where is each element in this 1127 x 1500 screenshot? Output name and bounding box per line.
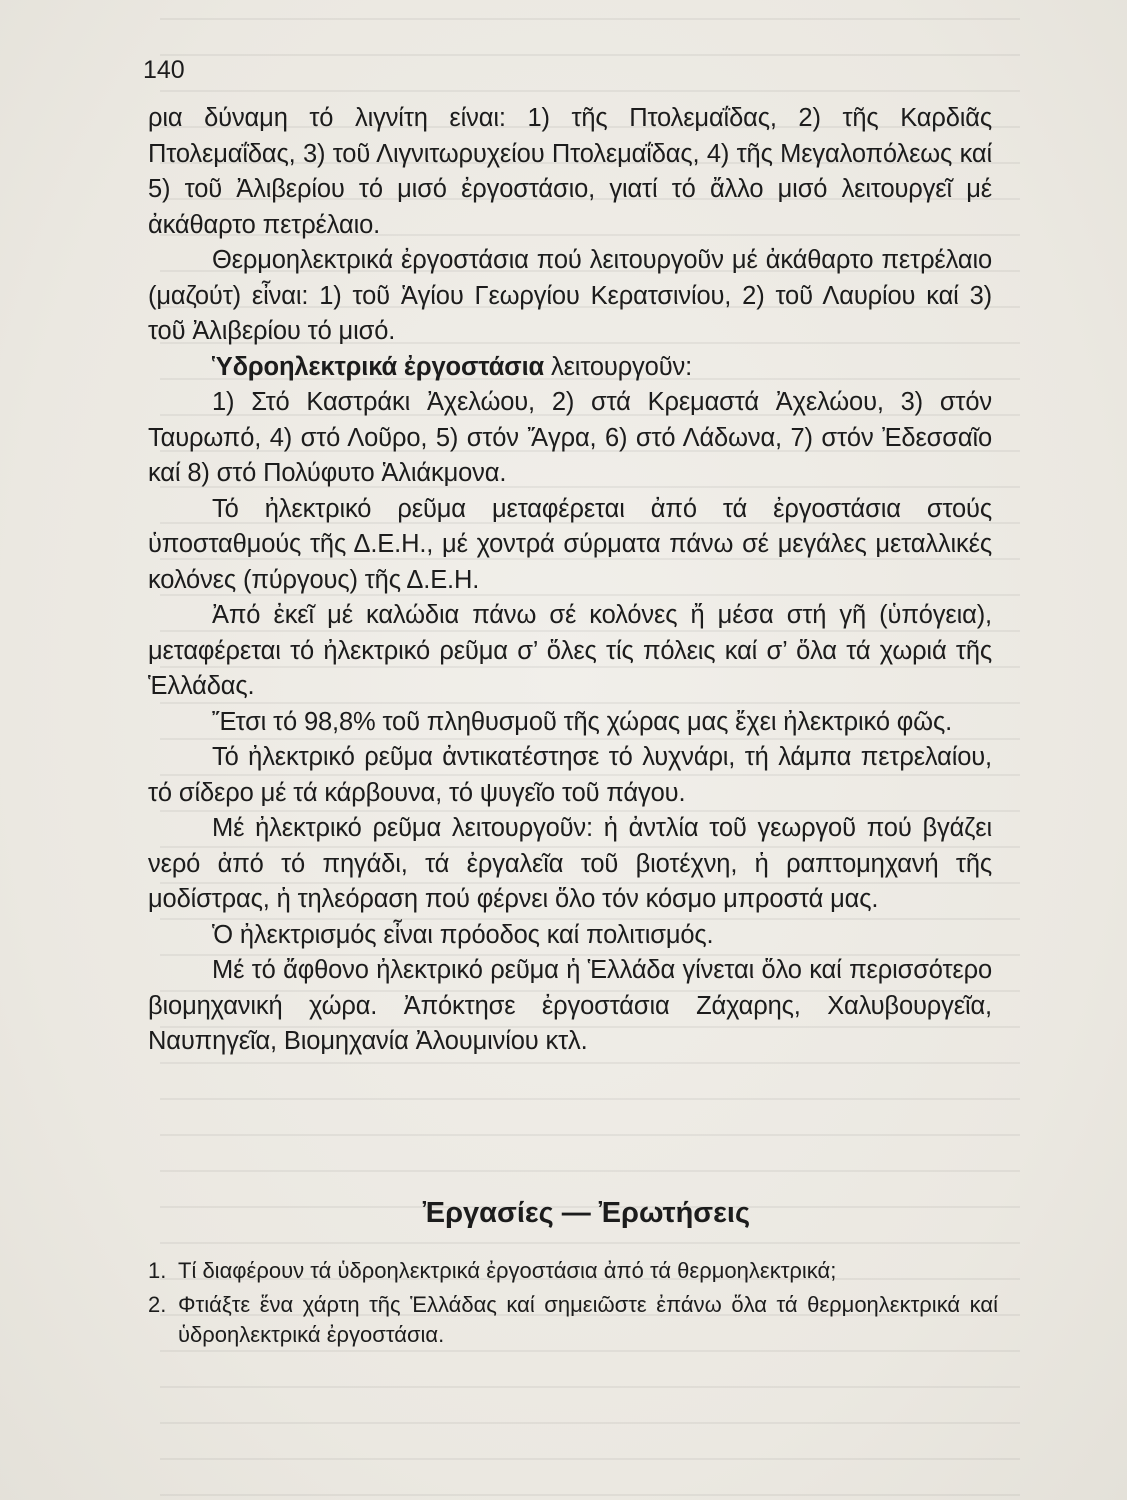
- page-number: 140: [143, 56, 185, 84]
- question-item: [148, 1290, 998, 1350]
- hydro-bold-label: Ὑδροηλεκτρικά ἐργοστάσια: [212, 352, 545, 381]
- paragraph: Ἔτσι τό 98,8% τοῦ πληθυσμοῦ τῆς χώρας μας ἔχει ἠλεκτρικό φῶς.: [212, 707, 953, 736]
- section-title: Ἐργασίες — Ἐρωτήσεις: [422, 1197, 751, 1229]
- paragraph: Μέ ἠλεκτρικό ρεῦμα λειτουργοῦν: ἡ ἀντλία τοῦ γεωργοῦ πού βγάζει νερό ἀπό τό πηγάδι, τά ἐργαλεῖα τοῦ βιοτέχνη, ἡ ραπτομηχανή τῆς μοδίστρας, ἡ τηλεόραση πού φέρνει ὅλο τόν κόσμο μπροστά μας.: [148, 814, 992, 913]
- paragraph: Θερμοηλεκτρικά ἐργοστάσια πού λειτουργοῦν μέ ἀκάθαρτο πετρέλαιο (μαζούτ) εἶναι: 1) τοῦ Ἁγίου Γεωργίου Κερατσινίου, 2) τοῦ Λαυρίου καί 3) τοῦ Ἀλιβερίου τό μισό.: [148, 246, 992, 345]
- paragraph: 1) Στό Καστράκι Ἀχελώου, 2) στά Κρεμαστά Ἀχελώου, 3) στόν Ταυρωπό, 4) στό Λοῦρο, 5) στόν Ἄγρα, 6) στό Λάδωνα, 7) στόν Ἐδεσσαῖο καί 8) στό Πολύφυτο Ἁλιάκμονα.: [148, 388, 992, 487]
- question-number: 2.: [148, 1292, 167, 1317]
- paragraph: Μέ τό ἄφθονο ἠλεκτρικό ρεῦμα ἡ Ἑλλάδα γίνεται ὅλο καί περισσότερο βιομηχανική χώρα. Ἀπόκτησε ἐργοστάσια Ζάχαρης, Χαλυβουργεῖα, Ναυπηγεῖα, Βιομηχανία Ἀλουμινίου κτλ.: [148, 956, 992, 1055]
- paragraph: Τό ἠλεκτρικό ρεῦμα ἀντικατέστησε τό λυχνάρι, τή λάμπα πετρελαίου, τό σίδερο μέ τά κάρβουνα, τό ψυγεῖο τοῦ πάγου.: [148, 743, 992, 807]
- question-text: Τί διαφέρουν τά ὑδροηλεκτρικά ἐργοστάσια ἀπό τά θερμοηλεκτρικά;: [178, 1258, 837, 1283]
- question-text: Φτιάξτε ἕνα χάρτη τῆς Ἑλλάδας καί σημειῶστε ἐπάνω ὅλα τά θερμοηλεκτρικά καί ὑδροηλεκτρικά ἐργοστάσια.: [178, 1292, 998, 1347]
- question-item: [148, 1256, 998, 1286]
- paragraph: Τό ἠλεκτρικό ρεῦμα μεταφέρεται ἀπό τά ἐργοστάσια στούς ὑποσταθμούς τῆς Δ.Ε.Η., μέ χοντρά σύρματα πάνω σέ μεγάλες μεταλλικές κολόνες (πύργους) τῆς Δ.Ε.Η.: [148, 494, 992, 594]
- paragraph: Ὁ ἠλεκτρισμός εἶναι πρόοδος καί πολιτισμός.: [212, 920, 714, 949]
- questions-list: [148, 1256, 998, 1354]
- paragraph: ρια δύναμη τό λιγνίτη είναι: 1) τῆς Πτολεμαΐδας, 2) τῆς Καρδιᾶς Πτολεμαΐδας, 3) τοῦ Λιγνιτωρυχείου Πτολεμαΐδας, 4) τῆς Μεγαλοπόλεως καί 5) τοῦ Ἀλιβερίου τό μισό ἐργοστάσιο, γιατί τό ἄλλο μισό λειτουργεῖ μέ ἀκάθαρτο πετρέλαιο.: [148, 104, 992, 239]
- hydro-heading-paragraph: [148, 350, 992, 386]
- paragraph: Ἀπό ἐκεῖ μέ καλώδια πάνω σέ κολόνες ἤ μέσα στή γῆ (ὑπόγεια), μεταφέρεται τό ἠλεκτρικό ρεῦμα σ’ ὅλες τίς πόλεις καί σ’ ὅλα τά χωριά τῆς Ἑλλάδας.: [148, 601, 992, 700]
- hydro-rest: λειτουργοῦν:: [544, 352, 693, 381]
- question-number: 1.: [148, 1258, 167, 1283]
- body-text: [148, 101, 992, 1060]
